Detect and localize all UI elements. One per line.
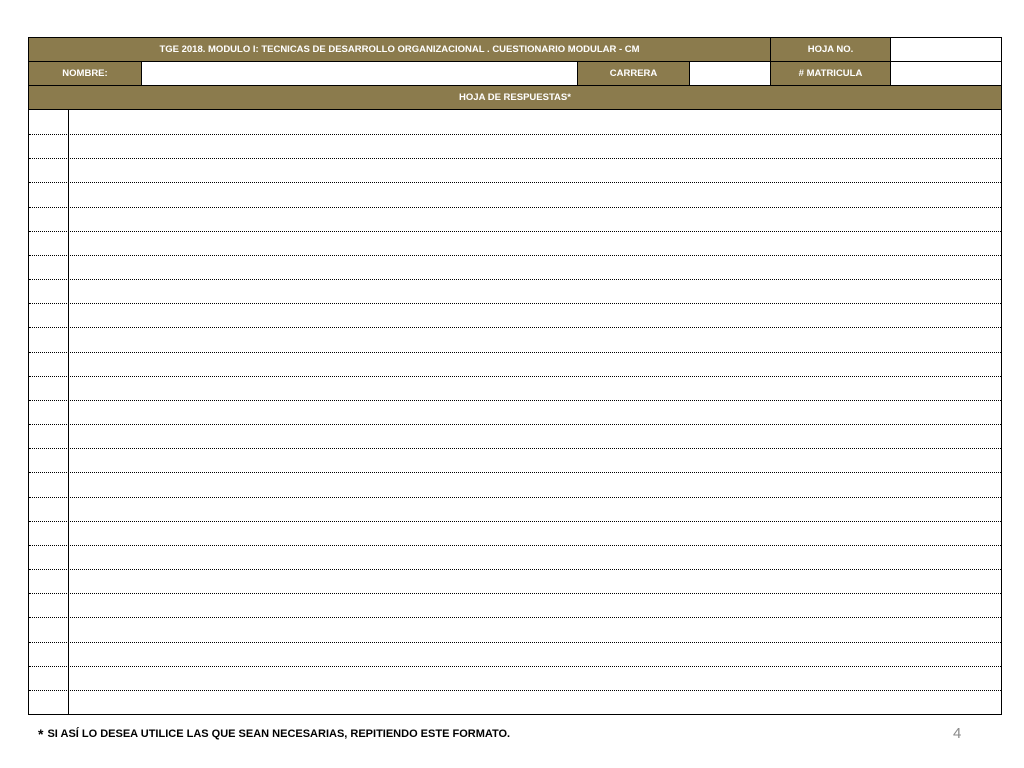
question-number-column-divider (68, 110, 69, 714)
answer-line (29, 158, 1001, 159)
answer-line (29, 352, 1001, 353)
form-title: TGE 2018. MODULO I: TECNICAS DE DESARROLLO ORGANIZACIONAL . CUESTIONARIO MODULAR - CM (29, 38, 771, 62)
answer-line (29, 207, 1001, 208)
enrollment-label: # MATRICULA (771, 62, 891, 86)
answer-line (29, 424, 1001, 425)
answer-line (29, 642, 1001, 643)
answer-line (29, 545, 1001, 546)
answer-line (29, 690, 1001, 691)
answers-title: HOJA DE RESPUESTAS* (29, 86, 1001, 110)
answer-line (29, 472, 1001, 473)
answer-sheet-form (28, 37, 1002, 715)
answer-line (29, 327, 1001, 328)
answer-line (29, 593, 1001, 594)
enrollment-field[interactable] (891, 62, 1001, 86)
footnote-text: SI ASÍ LO DESEA UTILICE LAS QUE SEAN NECESARIAS, REPITIENDO ESTE FORMATO. (47, 728, 511, 740)
name-field[interactable] (142, 62, 578, 86)
sheet-number-field[interactable] (891, 38, 1001, 62)
sheet-number-label: HOJA NO. (771, 38, 891, 62)
answer-line (29, 569, 1001, 570)
answer-line (29, 255, 1001, 256)
answer-grid (29, 110, 1001, 714)
career-label: CARRERA (578, 62, 690, 86)
answer-line (29, 617, 1001, 618)
footnote-asterisk: * (38, 726, 44, 742)
answer-line (29, 303, 1001, 304)
answer-line (29, 134, 1001, 135)
answer-line (29, 448, 1001, 449)
answer-line (29, 279, 1001, 280)
answer-line (29, 521, 1001, 522)
answer-line (29, 497, 1001, 498)
answer-line (29, 376, 1001, 377)
page-number: 4 (953, 725, 962, 742)
answer-line (29, 400, 1001, 401)
career-field[interactable] (690, 62, 771, 86)
footnote (38, 726, 510, 742)
name-label: NOMBRE: (29, 62, 142, 86)
answer-line (29, 182, 1001, 183)
answer-line (29, 666, 1001, 667)
answer-line (29, 231, 1001, 232)
